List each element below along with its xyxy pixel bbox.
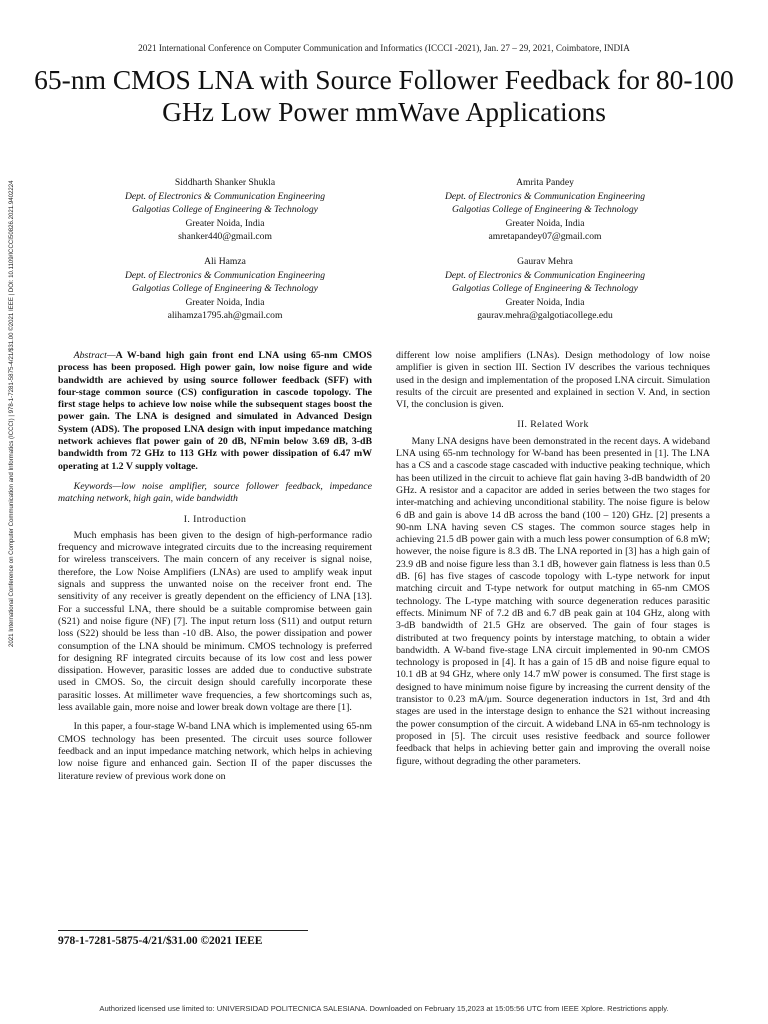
section-heading-introduction: I. Introduction [183,513,247,525]
side-citation-strip [8,180,18,647]
keywords: Keywords—low noise amplifier, source follower feedback, impedance matching network, high gain, wide bandwidth [58,480,372,505]
author-department: Dept. of Electronics & Communication Engineering [444,269,646,281]
author-city: Greater Noida, India [505,296,585,308]
related-work-paragraph: Many LNA designs have been demonstrated in the recent days. A wideband LNA using 65-nm technology for W-band has been presented in [1]. The LNA has a CS and a cascode stage cascaded with inductive peaking technique, which has been utilized in the circuit to achieve flat gain having 3-dB bandwidth of 20 GHz. A resistor and a capacitor are added in series between the two stages for inter-matching and achieving unconditional stability. The noise figure is below 6 dB and gain is above 14 dB across the band (100 – 120) GHz. [2] presents a 90-nm LNA having seven CS stages. The common source stages help in achieving 21.5 dB power gain with a much less power consumption of 6.8 mW; however, the noise figure is 8.3 dB. The LNA reported in [3] has a high gain of 23.9 dB and noise figure less than 3.1 dB, however gain flatness is less than 0.5 dB. [6] has five stages of cascode topology with L-type network for input matching circuit and T-type network for output matching in 65-nm CMOS technology. The L-type matching with source degeneration reduces parasitic effects. Minimum NF of 7.2 dB and 6.7 dB peak gain at 104 GHz, along with 3-dB bandwidth of 21.5 GHz are observed. The gain of four stages is distributed at two frequency points by interstage matching, to obtain a wider bandwidth. A W-band five-stage LNA circuit implemented in 90-nm CMOS technology is proposed in [4]. It has a gain of 15 dB and noise figure equal to 10.1 dB at 94 GHz, where only 14.7 mW power is consumed. The first stage is designed to have minimum noise figure by increasing the current density of the transistor to 0.23 mA/μm. Source degeneration inductors in 1st, 3rd and 4th stages are used in the interstage design to enhance the S21 without increasing the power consumption of the circuit. A wideband LNA in 65-nm technology is proposed in [5]. The circuit uses resistive feedback and source follower feedback that helps in achieving better gain and improving the overall noise figure, without degrading the other parameters. [396,435,710,767]
author-email: amretapandey07@gmail.com [488,231,602,242]
isbn-divider [58,930,308,931]
author-name: Ali Hamza [204,256,246,267]
right-column [396,350,710,768]
author-block [380,176,710,244]
author-department: Dept. of Electronics & Communication Engineering [444,190,646,202]
abstract [58,350,372,473]
left-column [58,350,372,783]
isbn-line: 978-1-7281-5875-4/21/$31.00 ©2021 IEEE [58,935,263,947]
abstract-body: A W-band high gain front end LNA using 65-nm CMOS process has been proposed. High power gain, low noise figure and wide bandwidth are achieved by using source follower feedback (SFF) with four-stage common source (CS) configuration in cascode topology. The first stage helps to achieve low noise while the subsequent stages boost the power gain. The LNA is designed and simulated in Advanced Design System (ADS). The proposed LNA design with input impedance matching network achieves flat power gain of 20 dB, NFmin below 3.69 dB, 3-dB bandwidth from 72 GHz to 113 GHz with power dissipation of 6.47 mW operating at 1.2 V supply voltage. [58,350,372,472]
side-citation-text: 2021 International Conference on Computer Communication and Informatics (ICCCI) | 978-1-7281-5875-4/21/$31.00 ©2021 IEEE | DOI: 10.1109/ICCCI50826.2021.9402224 [8,180,15,647]
intro-paragraph-1: Much emphasis has been given to the design of high-performance radio frequency and microwave integrated circuits due to the increasing requirement for wireless transceivers. The main concern of any receiver is signal noise, therefore, the Low Noise Amplifiers (LNAs) are used to amplify weak input signals and suppress the unwanted noise on the receiver front end. The sensitivity of any receiver is greatly dependent on the efficiency of LNA [13]. For a successful LNA, there should be a suitable compromise between gain (S21) and noise figure (NF) [7]. The input return loss (S11) and output return loss (S22) should be less than -10 dB. Also, the power dissipation and power consumption of the LNA should be minimum. CMOS technology is preferred for designing RF integrated circuits because of its low cost and less power dissipation. However, parasitic losses are added due to conductive substrate used in CMOS. So, the circuit design should carefully incorporate these parasitic losses. At millimeter wave frequencies, a few shortcomings such as, less available gain, more noise and lower break down voltage are there [1]. [58,529,372,714]
license-footer: Authorized licensed use limited to: UNIVERSIDAD POLITECNICA SALESIANA. Downloaded on February 15,2023 at 15:05:56 UTC from IEEE Xplore. Restrictions apply. [99,1004,669,1013]
author-email: shanker440@gmail.com [178,231,272,242]
author-block [380,255,710,323]
author-name: Gaurav Mehra [517,256,573,267]
author-college: Galgotias College of Engineering & Technology [452,204,638,215]
author-email: gaurav.mehra@galgotiacollege.edu [477,310,613,321]
author-department: Dept. of Electronics & Communication Engineering [124,190,326,202]
abstract-lead: Abstract— [73,350,116,361]
intro-paragraph-2: In this paper, a four-stage W-band LNA which is implemented using 65-nm CMOS technology has been presented. The circuit uses source follower feedback and an input impedance matching network, which helps in achieving low noise figure and enhanced gain. Section II of the paper discusses the literature review of previous work done on [58,721,372,782]
author-college: Galgotias College of Engineering & Technology [452,283,638,294]
author-city: Greater Noida, India [185,296,265,308]
author-name: Amrita Pandey [516,177,574,188]
paper-title: 65-nm CMOS LNA with Source Follower Feedback for 80-100 GHz Low Power mmWave Applications [34,64,734,127]
author-college: Galgotias College of Engineering & Technology [132,204,318,215]
author-college: Galgotias College of Engineering & Technology [132,283,318,294]
author-block [60,255,390,323]
conference-header: 2021 International Conference on Computer Communication and Informatics (ICCCI -2021), Jan. 27 – 29, 2021, Coimbatore, INDIA [138,43,630,53]
author-email: alihamza1795.ah@gmail.com [167,310,283,321]
author-department: Dept. of Electronics & Communication Engineering [124,269,326,281]
author-city: Greater Noida, India [505,217,585,229]
author-block [60,176,390,244]
section-heading-related-work: II. Related Work [517,419,589,431]
author-city: Greater Noida, India [185,217,265,229]
author-name: Siddharth Shanker Shukla [174,177,276,188]
intro-paragraph-3: different low noise amplifiers (LNAs). Design methodology of low noise amplifier is given in section III. Section IV describes the various techniques used in the design and implementation of the proposed LNA circuit. Simulation results of the circuit are presented and explained in section V. And, in section VI, the conclusion is given. [396,350,710,411]
